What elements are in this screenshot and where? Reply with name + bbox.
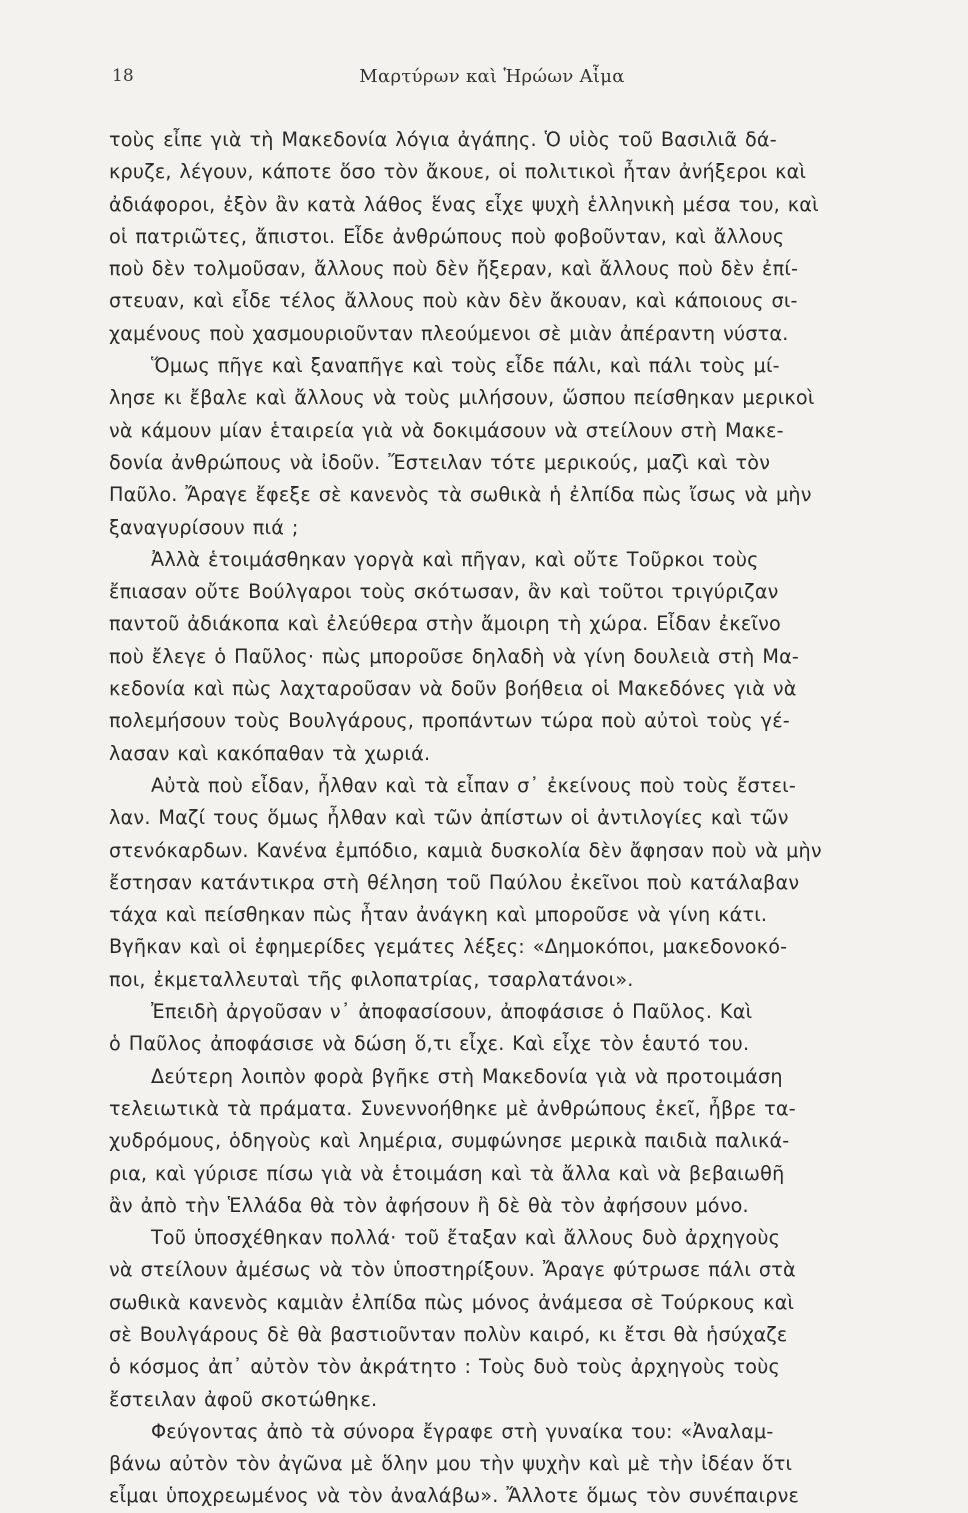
- text-line: ἔστησαν κατάντικρα στὴ θέληση τοῦ Παύλου ἐκεῖνοι ποὺ κατάλαβαν: [109, 870, 800, 894]
- text-line: νὰ κάμουν μίαν ἑταιρεία γιὰ νὰ δοκιμάσουν νὰ στείλουν στὴ Μακε-: [109, 418, 784, 442]
- text-line: σωθικὰ κανενὸς καμιὰν ἐλπίδα πὼς μόνος ἀνάμεσα σὲ Τούρκους καὶ: [109, 1290, 795, 1314]
- text-line: Φεύγοντας ἀπὸ τὰ σύνορα ἔγραφε στὴ γυναίκα του: «Ἀναλαμ-: [151, 1419, 774, 1443]
- text-line: κρυζε, λέγουν, κάποτε ὅσο τὸν ἄκουε, οἱ πολιτικοὶ ἦταν ἀνήξεροι καὶ: [109, 160, 807, 184]
- text-line: βάνω αὐτὸν τὸν ἀγῶνα μὲ ὅλην μου τὴν ψυχὴν καὶ μὲ τὴν ἰδέαν ὅτι: [109, 1452, 793, 1476]
- text-line: κεδονία καὶ πὼς λαχταροῦσαν νὰ δοῦν βοήθεια οἱ Μακεδόνες γιὰ νὰ: [109, 677, 797, 701]
- text-line: Δεύτερη λοιπὸν φορὰ βγῆκε στὴ Μακεδονία γιὰ νὰ προτοιμάση: [151, 1064, 783, 1088]
- text-line: ἀδιάφοροι, ἐξὸν ἂν κατὰ λάθος ἕνας εἶχε ψυχὴ ἑλληνικὴ μέσα του, καὶ: [109, 192, 819, 216]
- text-line: τελειωτικὰ τὰ πράματα. Συνεννοήθηκε μὲ ἀνθρώπους ἐκεῖ, ἦβρε τα-: [109, 1096, 796, 1120]
- text-line: Ὅμως πῆγε καὶ ξαναπῆγε καὶ τοὺς εἶδε πάλι, καὶ πάλι τοὺς μί-: [151, 354, 780, 378]
- text-line: οἱ πατριῶτες, ἄπιστοι. Εἶδε ἀνθρώπους ποὺ φοβοῦνταν, καὶ ἄλλους: [109, 224, 785, 248]
- body-text: [109, 124, 954, 1513]
- text-line: Αὐτὰ ποὺ εἶδαν, ἦλθαν καὶ τὰ εἶπαν σ᾽ ἐκείνους ποὺ τοὺς ἔστει-: [151, 773, 796, 797]
- text-line: ποὺ ἔλεγε ὁ Παῦλος· πὼς μποροῦσε δηλαδὴ νὰ γίνη δουλειὰ στὴ Μα-: [109, 644, 800, 668]
- text-line: πολεμήσουν τοὺς Βουλγάρους, προπάντων τώρα ποὺ αὐτοὶ τοὺς γέ-: [109, 709, 790, 733]
- text-line: δονία ἀνθρώπους νὰ ἰδοῦν. Ἔστειλαν τότε μερικούς, μαζὶ καὶ τὸν: [109, 450, 771, 474]
- text-line: ἂν ἀπὸ τὴν Ἑλλάδα θὰ τὸν ἀφήσουν ἢ δὲ θὰ τὸν ἀφήσουν μόνο.: [109, 1193, 749, 1217]
- text-line: στευαν, καὶ εἶδε τέλος ἄλλους ποὺ κὰν δὲν ἄκουαν, καὶ κάποιους σι-: [109, 289, 798, 313]
- text-line: Βγῆκαν καὶ οἱ ἐφημερίδες γεμάτες λέξες: «Δημοκόποι, μακεδονοκό-: [109, 935, 788, 959]
- text-line: ὁ Παῦλος ἀποφάσισε νὰ δώση ὅ,τι εἶχε. Καὶ εἶχε τὸν ἑαυτό του.: [109, 1032, 750, 1056]
- text-line: Παῦλο. Ἄραγε ἔφεξε σὲ κανενὸς τὰ σωθικὰ ἡ ἐλπίδα πὼς ἴσως νὰ μὴν: [109, 483, 812, 507]
- text-line: χαμένους ποὺ χασμουριοῦνταν πλεούμενοι σὲ μιὰν ἀπέραντη νύστα.: [109, 321, 789, 345]
- text-line: χυδρόμους, ὁδηγοὺς καὶ λημέρια, συμφώνησε μερικὰ παιδιὰ παλικά-: [109, 1129, 790, 1153]
- text-line: λαν. Μαζί τους ὅμως ἦλθαν καὶ τῶν ἀπίστων οἱ ἀντιλογίες καὶ τῶν: [109, 806, 789, 830]
- text-line: στενόκαρδων. Κανένα ἐμπόδιο, καμιὰ δυσκολία δὲν ἄφησαν ποὺ νὰ μὴν: [109, 838, 822, 862]
- text-line: ὁ κόσμος ἀπ᾽ αὐτὸν τὸν ἀκράτητο : Τοὺς δυὸ τοὺς ἀρχηγοὺς τοὺς: [109, 1355, 781, 1379]
- text-line: τοὺς εἶπε γιὰ τὴ Μακεδονία λόγια ἀγάπης. Ὁ υἱὸς τοῦ Βασιλιᾶ δά-: [109, 128, 777, 151]
- text-line: Ἀλλὰ ἑτοιμάσθηκαν γοργὰ καὶ πῆγαν, καὶ οὔτε Τοῦρκοι τοὺς: [151, 547, 759, 571]
- text-line: Ἐπειδὴ ἀργοῦσαν ν᾽ ἀποφασίσουν, ἀποφάσισε ὁ Παῦλος. Καὶ: [151, 1000, 753, 1024]
- running-title: Μαρτύρων καὶ Ἡρώων Αἷμα: [359, 66, 625, 87]
- text-line: ἔστειλαν ἀφοῦ σκοτώθηκε.: [109, 1387, 378, 1411]
- text-line: νὰ στείλουν ἀμέσως νὰ τὸν ὑποστηρίξουν. Ἄραγε φύτρωσε πάλι στὰ: [109, 1258, 796, 1282]
- text-line: τάχα καὶ πείσθηκαν πὼς ἦταν ἀνάγκη καὶ μποροῦσε νὰ γίνη κάτι.: [109, 903, 768, 927]
- text-line: παντοῦ ἀδιάκοπα καὶ ἐλεύθερα στὴν ἄμοιρη τὴ χώρα. Εἶδαν ἐκεῖνο: [109, 612, 781, 636]
- text-line: ποὺ δὲν τολμοῦσαν, ἄλλους ποὺ δὲν ἤξεραν, καὶ ἄλλους ποὺ δὲν ἐπί-: [109, 257, 799, 281]
- text-line: ξαναγυρίσουν πιά ;: [109, 515, 299, 539]
- text-line: σὲ Βουλγάρους δὲ θὰ βαστιοῦνταν πολὺν καιρό, κι ἔτσι θὰ ἡσύχαζε: [109, 1322, 788, 1346]
- text-line: ρια, καὶ γύρισε πίσω γιὰ νὰ ἑτοιμάση καὶ τὰ ἄλλα καὶ νὰ βεβαιωθῆ: [109, 1161, 785, 1185]
- text-line: λασαν καὶ κακόπαθαν τὰ χωριά.: [109, 741, 431, 765]
- text-line: Τοῦ ὑποσχέθηκαν πολλά· τοῦ ἔταξαν καὶ ἄλλους δυὸ ἀρχηγοὺς: [151, 1226, 781, 1250]
- page-header: [112, 66, 872, 96]
- text-line: ποι, ἐκμεταλλευταὶ τῆς φιλοπατρίας, τσαρλατάνοι».: [109, 967, 634, 991]
- text-line: λησε κι ἔβαλε καὶ ἄλλους νὰ τοὺς μιλήσουν, ὥσπου πείσθηκαν μερικοὶ: [109, 386, 815, 410]
- text-line: εἶμαι ὑποχρεωμένος νὰ τὸν ἀναλάβω». Ἄλλοτε ὅμως τὸν συνέπαιρνε: [109, 1484, 800, 1508]
- text-line: ἔπιασαν οὔτε Βούλγαροι τοὺς σκότωσαν, ἂν καὶ τοῦτοι τριγύριζαν: [109, 580, 779, 604]
- page-number: 18: [112, 66, 134, 86]
